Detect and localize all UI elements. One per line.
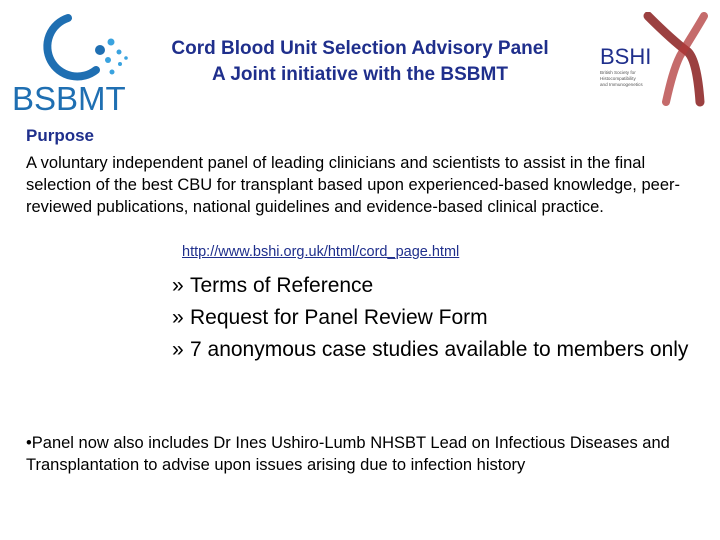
list-item-case-studies[interactable]: [172, 334, 692, 366]
purpose-text: A voluntary independent panel of leading clinicians and scientists to assist in the final selection of the best CBU for transplant based upon experienced-based knowledge, peer-reviewed publications, national guidelines and evidence-based clinical practice.: [26, 154, 680, 216]
title-line-2: A Joint initiative with the BSBMT: [212, 64, 508, 85]
bsbmt-logo-text: BSBMT: [12, 80, 126, 117]
bshi-logo-text: BSHI: [600, 44, 652, 69]
list-item-review-form[interactable]: [172, 302, 692, 334]
list-item-label: Request for Panel Review Form: [190, 306, 488, 329]
list-item-label: Terms of Reference: [190, 274, 374, 297]
bullet-marker-icon: »: [172, 338, 184, 361]
bshi-logo-subtitle: British Society for Histocompatibility and Immunogenetics: [600, 70, 643, 87]
cord-page-link[interactable]: http://www.bshi.org.uk/html/cord_page.html: [182, 244, 460, 260]
panel-update-note: •Panel now also includes Dr Ines Ushiro-Lumb NHSBT Lead on Infectious Diseases and Transplantation to advise upon issues arising due to infection history: [26, 434, 670, 474]
list-item-label: 7 anonymous case studies available to members only: [190, 338, 689, 361]
page-title: [90, 36, 630, 88]
bullet-marker-icon: »: [172, 274, 184, 297]
bullet-marker-icon: »: [172, 306, 184, 329]
title-line-1: Cord Blood Unit Selection Advisory Panel: [171, 38, 549, 59]
purpose-heading: Purpose: [26, 126, 95, 145]
resource-list: [172, 270, 692, 366]
list-item-terms-of-reference[interactable]: [172, 270, 692, 302]
